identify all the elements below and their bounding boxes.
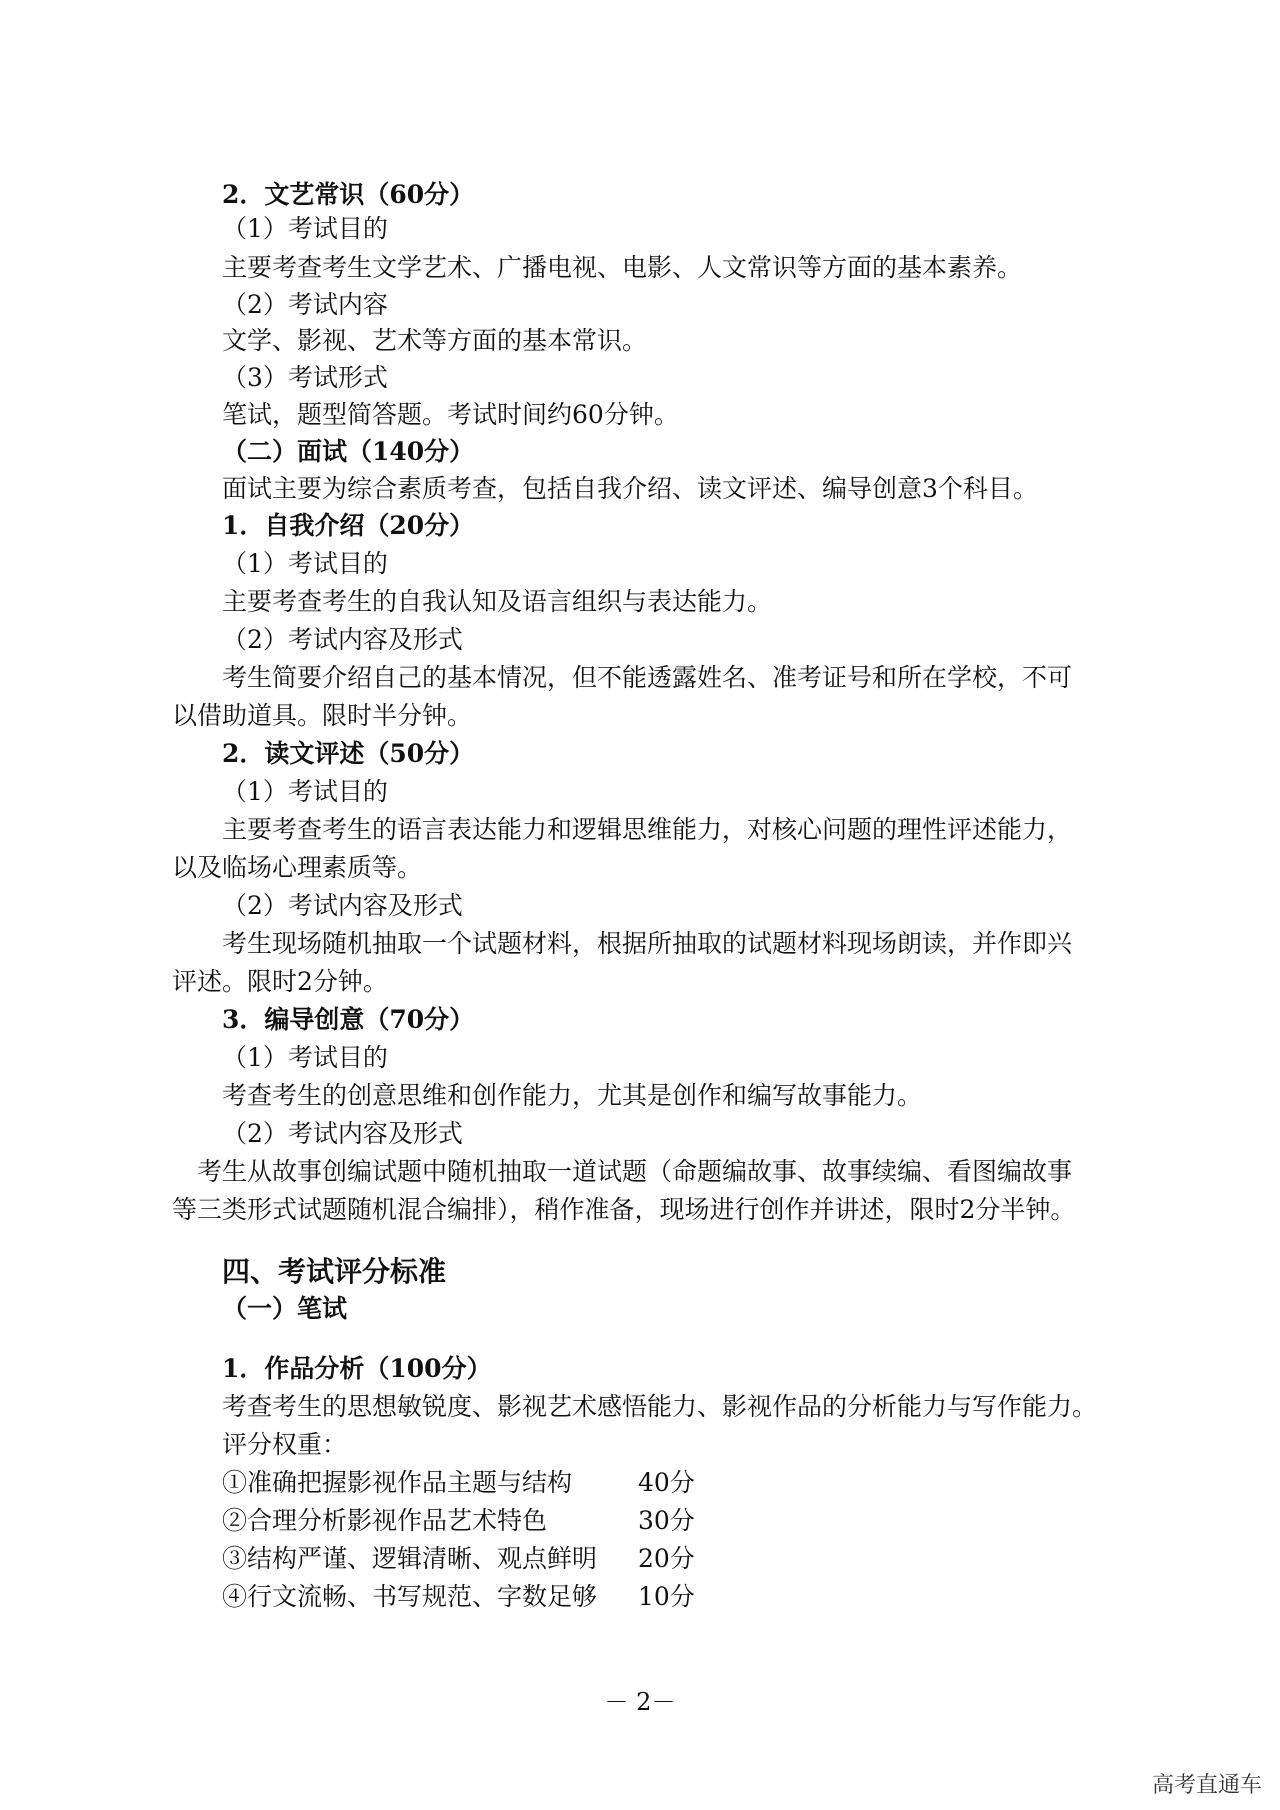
scoring-points: 30分 [638,1506,695,1535]
subsection-heading: 1．作品分析（100分） [222,1354,492,1383]
scoring-points: 20分 [638,1544,695,1573]
text-line: 以及临场心理素质等。 [172,853,423,882]
scoring-criterion: ①准确把握影视作品主题与结构 [222,1468,573,1497]
text-line: 主要考查考生的自我认知及语言组织与表达能力。 [222,587,773,616]
text-line: 主要考查考生文学艺术、广播电视、电影、人文常识等方面的基本素养。 [222,253,1023,282]
text-line: （2）考试内容及形式 [222,891,463,920]
text-line: （1）考试目的 [222,777,388,806]
scoring-criterion: ④行文流畅、书写规范、字数足够 [222,1582,598,1611]
text-line: 文学、影视、艺术等方面的基本常识。 [222,326,648,355]
text-line: （2）考试内容及形式 [222,1119,463,1148]
text-line: （3）考试形式 [222,363,388,392]
watermark-text: 高考直通车 [1151,1773,1262,1798]
text-line: 面试主要为综合素质考查，包括自我介绍、读文评述、编导创意3个科目。 [222,474,1038,503]
subsection-heading: 2．文艺常识（60分） [222,180,475,209]
text-line: 考生简要介绍自己的基本情况，但不能透露姓名、准考证号和所在学校，不可 [222,663,1073,692]
text-line: 评述。限时2分钟。 [172,967,388,996]
text-line: 考生现场随机抽取一个试题材料，根据所抽取的试题材料现场朗读，并作即兴 [222,929,1073,958]
scoring-criterion: ②合理分析影视作品艺术特色 [222,1506,548,1535]
scoring-points: 40分 [638,1468,695,1497]
text-line: 笔试，题型简答题。考试时间约60分钟。 [222,400,679,429]
page-number: － 2－ [604,1688,676,1716]
text-line: （2）考试内容 [222,290,388,319]
text-line: 考生从故事创编试题中随机抽取一道试题（命题编故事、故事续编、看图编故事 [197,1157,1073,1186]
text-line: 考查考生的创意思维和创作能力，尤其是创作和编写故事能力。 [222,1081,923,1110]
text-line: 等三类形式试题随机混合编排），稍作准备，现场进行创作并讲述，限时2分半钟。 [172,1195,1076,1224]
text-line: （2）考试内容及形式 [222,625,463,654]
scoring-criterion: ③结构严谨、逻辑清晰、观点鲜明 [222,1544,598,1573]
subsection-heading: （一）笔试 [222,1294,348,1323]
scoring-points: 10分 [638,1582,695,1611]
subsection-heading: （二）面试（140分） [222,437,475,466]
text-line: 以借助道具。限时半分钟。 [172,701,473,730]
text-line: （1）考试目的 [222,549,388,578]
subsection-heading: 2．读文评述（50分） [222,739,475,768]
text-line: 评分权重： [222,1430,348,1459]
text-line: 考查考生的思想敏锐度、影视艺术感悟能力、影视作品的分析能力与写作能力。 [222,1392,1098,1421]
text-line: （1）考试目的 [222,214,388,243]
text-line: （1）考试目的 [222,1043,388,1072]
subsection-heading: 3．编导创意（70分） [222,1005,475,1034]
section-heading: 四、考试评分标准 [222,1255,447,1288]
subsection-heading: 1．自我介绍（20分） [222,511,475,540]
text-line: 主要考查考生的语言表达能力和逻辑思维能力，对核心问题的理性评述能力， [222,815,1073,844]
